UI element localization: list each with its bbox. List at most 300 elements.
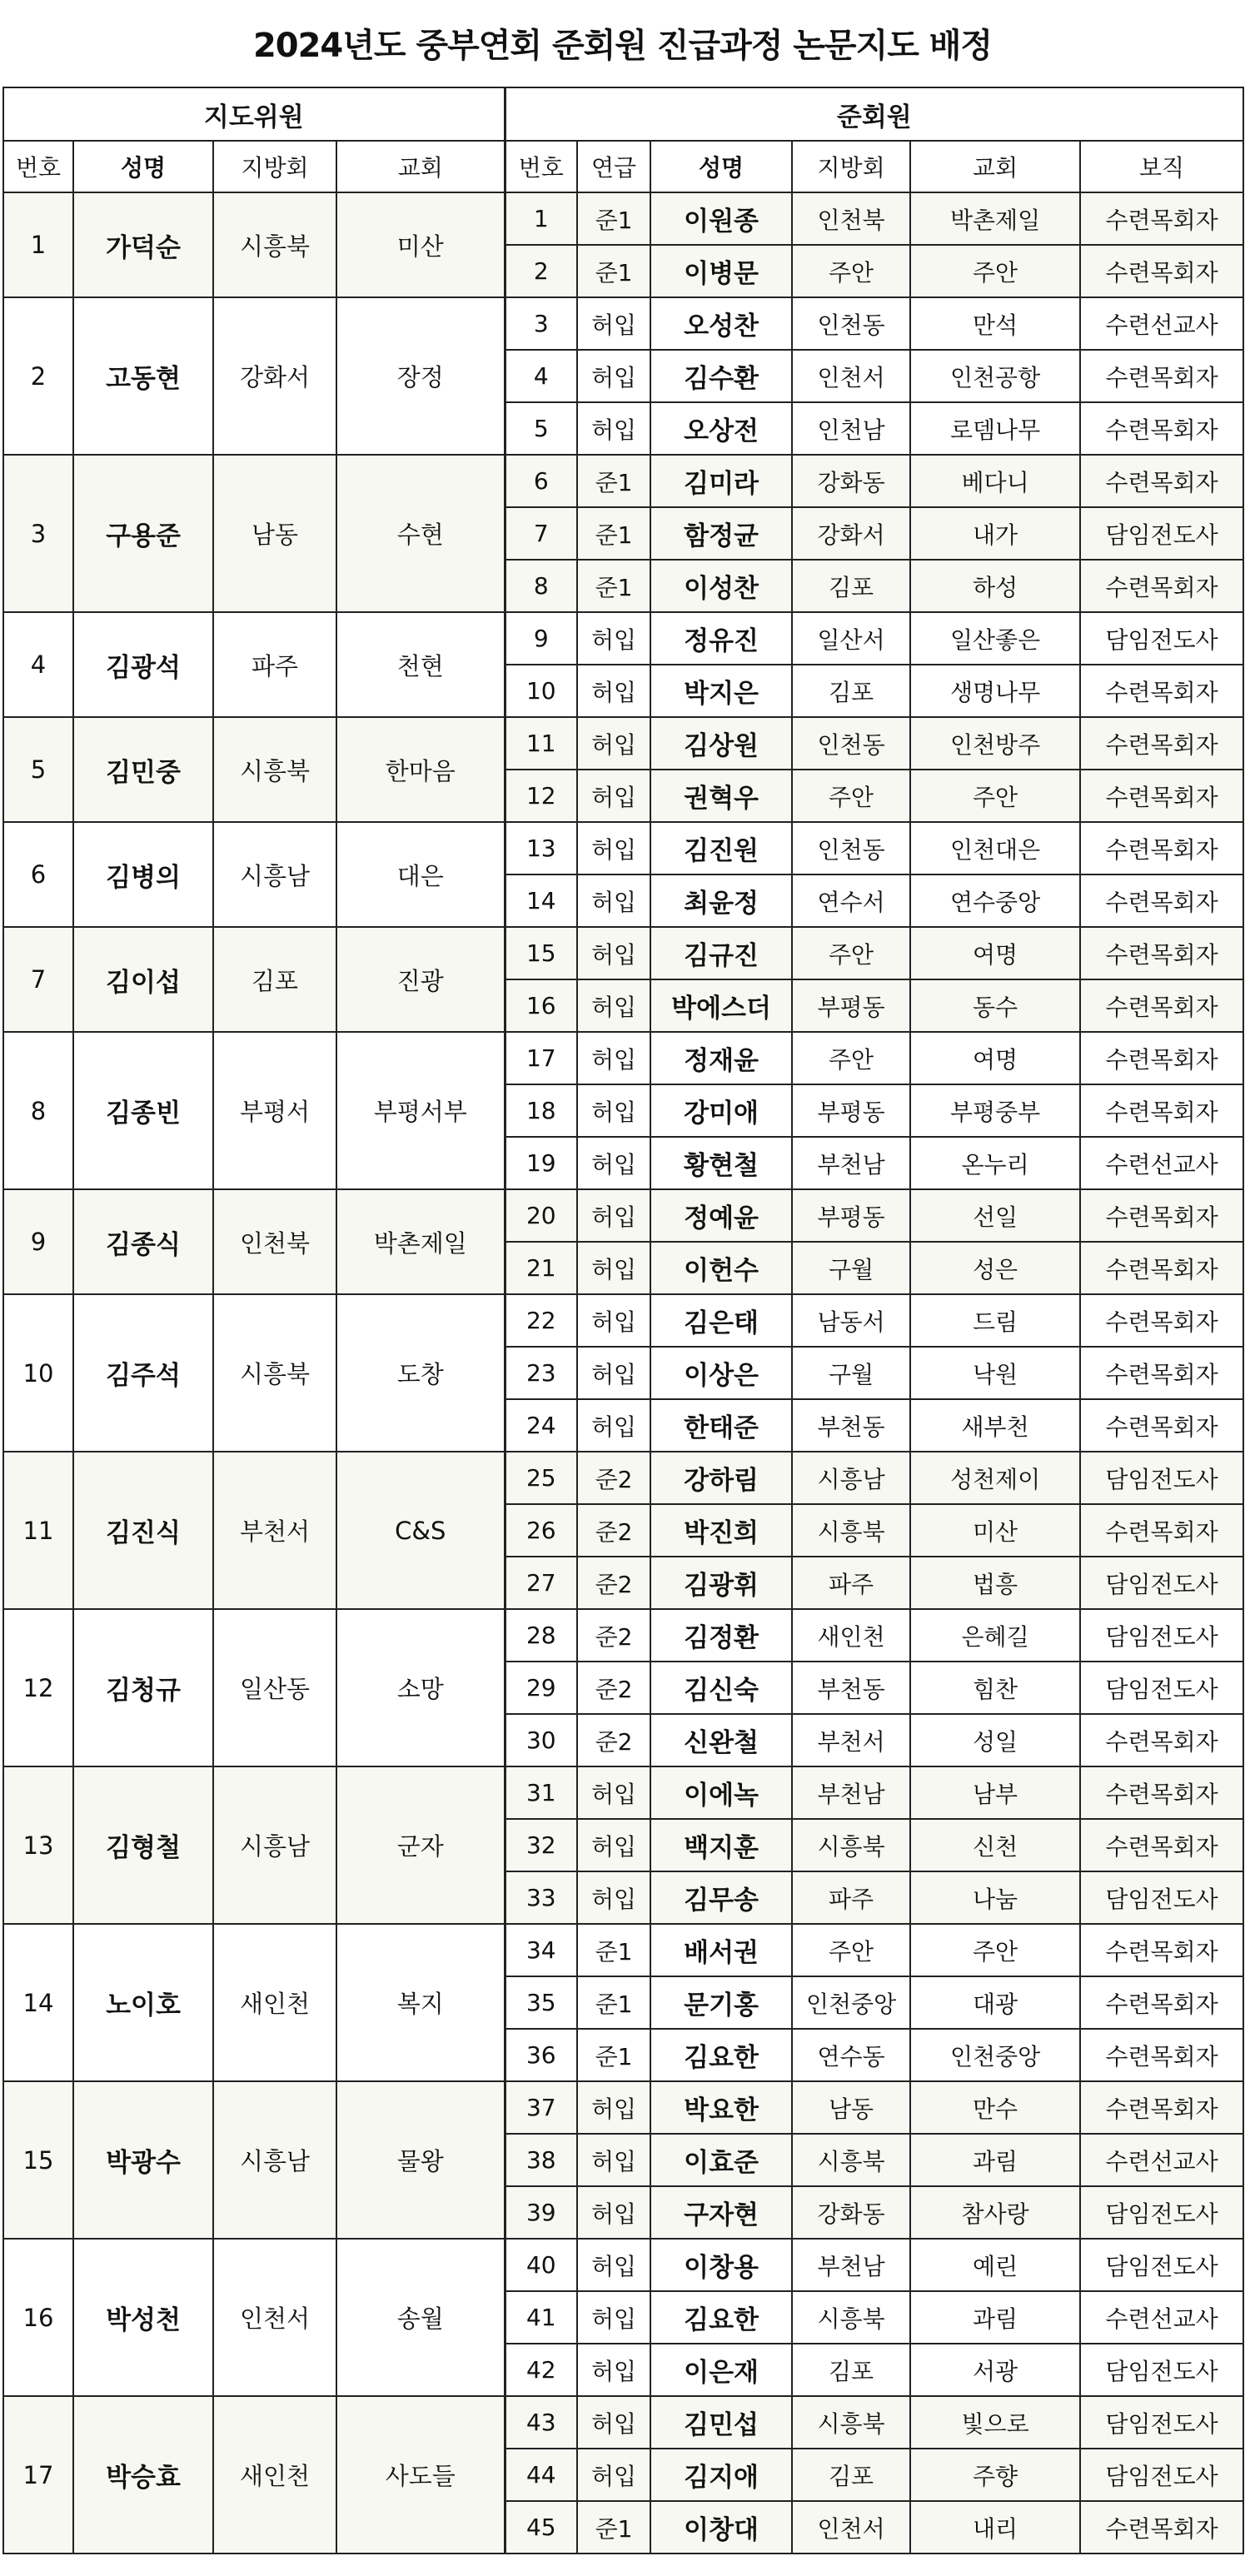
- member-year: 준1: [577, 560, 650, 612]
- member-year: 허입: [577, 1399, 650, 1452]
- member-church: 대광: [910, 1976, 1080, 2029]
- member-position: 수련목회자: [1080, 1399, 1243, 1452]
- member-district: 인천중앙: [792, 1976, 910, 2029]
- col-header: 성명: [650, 141, 792, 192]
- member-year: 준1: [577, 1924, 650, 1976]
- member-year: 준2: [577, 1714, 650, 1766]
- col-header: 보직: [1080, 141, 1243, 192]
- member-church: 서광: [910, 2344, 1080, 2396]
- advisor-number: 9: [3, 1189, 73, 1294]
- col-header: 번호: [3, 141, 73, 192]
- member-district: 파주: [792, 1557, 910, 1609]
- member-position: 수련선교사: [1080, 2291, 1243, 2344]
- member-church: 인천중앙: [910, 2029, 1080, 2081]
- member-year: 허입: [577, 1819, 650, 1871]
- member-district: 부평동: [792, 979, 910, 1032]
- member-position: 수련목회자: [1080, 822, 1243, 874]
- member-position: 수련목회자: [1080, 665, 1243, 717]
- member-position: 수련목회자: [1080, 1242, 1243, 1294]
- member-church: 내가: [910, 507, 1080, 560]
- table-row: [3, 2396, 1243, 2449]
- table-row: [3, 822, 1243, 874]
- member-number: 40: [505, 2239, 577, 2291]
- member-district: 시흥북: [792, 2291, 910, 2344]
- member-year: 준2: [577, 1504, 650, 1557]
- table-row: [3, 1609, 1243, 1662]
- advisor-church: 송월: [336, 2239, 505, 2396]
- member-number: 5: [505, 402, 577, 455]
- table-row: [3, 927, 1243, 979]
- advisor-number: 17: [3, 2396, 73, 2554]
- member-number: 34: [505, 1924, 577, 1976]
- advisor-district: 새인천: [213, 1924, 336, 2081]
- member-position: 담임전도사: [1080, 1557, 1243, 1609]
- member-district: 주안: [792, 770, 910, 822]
- advisor-church: 대은: [336, 822, 505, 927]
- member-year: 허입: [577, 1137, 650, 1189]
- member-year: 허입: [577, 1871, 650, 1924]
- member-church: 여명: [910, 1032, 1080, 1084]
- member-church: 여명: [910, 927, 1080, 979]
- member-number: 13: [505, 822, 577, 874]
- member-position: 수련목회자: [1080, 2501, 1243, 2554]
- member-name: 정예윤: [650, 1189, 792, 1242]
- member-year: 준2: [577, 1609, 650, 1662]
- member-name: 신완철: [650, 1714, 792, 1766]
- member-name: 김지애: [650, 2449, 792, 2501]
- member-district: 시흥북: [792, 1819, 910, 1871]
- member-name: 김미라: [650, 455, 792, 507]
- member-number: 43: [505, 2396, 577, 2449]
- advisor-name: 김이섭: [73, 927, 213, 1032]
- advisor-district: 시흥남: [213, 1766, 336, 1924]
- member-church: 드림: [910, 1294, 1080, 1347]
- member-church: 과림: [910, 2291, 1080, 2344]
- member-year: 허입: [577, 1347, 650, 1399]
- member-district: 김포: [792, 2449, 910, 2501]
- member-district: 김포: [792, 2344, 910, 2396]
- member-number: 21: [505, 1242, 577, 1294]
- advisor-number: 7: [3, 927, 73, 1032]
- member-district: 연수동: [792, 2029, 910, 2081]
- member-district: 부천동: [792, 1662, 910, 1714]
- advisor-district: 강화서: [213, 297, 336, 455]
- member-name: 박지은: [650, 665, 792, 717]
- member-year: 준2: [577, 1662, 650, 1714]
- member-name: 백지훈: [650, 1819, 792, 1871]
- member-church: 성은: [910, 1242, 1080, 1294]
- advisor-district: 시흥남: [213, 2081, 336, 2239]
- member-name: 박진희: [650, 1504, 792, 1557]
- member-church: 주향: [910, 2449, 1080, 2501]
- member-number: 36: [505, 2029, 577, 2081]
- member-church: 법흥: [910, 1557, 1080, 1609]
- member-name: 김민섭: [650, 2396, 792, 2449]
- member-position: 수련목회자: [1080, 1084, 1243, 1137]
- advisor-number: 6: [3, 822, 73, 927]
- col-header: 교회: [910, 141, 1080, 192]
- advisor-number: 15: [3, 2081, 73, 2239]
- advisor-district: 인천서: [213, 2239, 336, 2396]
- table-row: [3, 717, 1243, 770]
- member-number: 31: [505, 1766, 577, 1819]
- member-year: 허입: [577, 1189, 650, 1242]
- member-position: 수련목회자: [1080, 1766, 1243, 1819]
- member-position: 수련목회자: [1080, 717, 1243, 770]
- advisor-number: 3: [3, 455, 73, 612]
- member-position: 수련목회자: [1080, 402, 1243, 455]
- member-name: 강하림: [650, 1452, 792, 1504]
- member-year: 허입: [577, 1032, 650, 1084]
- table-row: [3, 1766, 1243, 1819]
- member-year: 허입: [577, 2134, 650, 2186]
- member-church: 미산: [910, 1504, 1080, 1557]
- member-church: 내리: [910, 2501, 1080, 2554]
- member-number: 45: [505, 2501, 577, 2554]
- member-position: 수련선교사: [1080, 2134, 1243, 2186]
- member-name: 이효준: [650, 2134, 792, 2186]
- advisor-district: 남동: [213, 455, 336, 612]
- member-number: 22: [505, 1294, 577, 1347]
- member-position: 수련목회자: [1080, 874, 1243, 927]
- member-position: 수련목회자: [1080, 455, 1243, 507]
- member-church: 낙원: [910, 1347, 1080, 1399]
- advisor-name: 박성천: [73, 2239, 213, 2396]
- member-name: 정재윤: [650, 1032, 792, 1084]
- member-district: 인천북: [792, 192, 910, 245]
- advisor-number: 11: [3, 1452, 73, 1609]
- member-district: 강화동: [792, 2186, 910, 2239]
- col-header: 번호: [505, 141, 577, 192]
- member-year: 준1: [577, 2029, 650, 2081]
- member-position: 담임전도사: [1080, 2344, 1243, 2396]
- member-position: 담임전도사: [1080, 507, 1243, 560]
- member-church: 참사랑: [910, 2186, 1080, 2239]
- member-district: 남동서: [792, 1294, 910, 1347]
- member-church: 인천방주: [910, 717, 1080, 770]
- member-number: 30: [505, 1714, 577, 1766]
- member-district: 시흥북: [792, 2396, 910, 2449]
- advisor-name: 고동현: [73, 297, 213, 455]
- member-district: 인천남: [792, 402, 910, 455]
- member-church: 빛으로: [910, 2396, 1080, 2449]
- member-district: 주안: [792, 927, 910, 979]
- member-number: 4: [505, 350, 577, 402]
- member-position: 수련목회자: [1080, 2029, 1243, 2081]
- member-position: 수련목회자: [1080, 1504, 1243, 1557]
- table-row: [3, 2081, 1243, 2134]
- member-church: 인천공항: [910, 350, 1080, 402]
- advisor-church: 부평서부: [336, 1032, 505, 1189]
- member-name: 김정환: [650, 1609, 792, 1662]
- member-year: 허입: [577, 2291, 650, 2344]
- assignment-table: [2, 87, 1244, 2554]
- member-district: 부평동: [792, 1084, 910, 1137]
- member-district: 구월: [792, 1242, 910, 1294]
- member-number: 7: [505, 507, 577, 560]
- member-church: 베다니: [910, 455, 1080, 507]
- member-church: 생명나무: [910, 665, 1080, 717]
- advisor-district: 부천서: [213, 1452, 336, 1609]
- member-church: 예린: [910, 2239, 1080, 2291]
- member-district: 구월: [792, 1347, 910, 1399]
- member-district: 강화동: [792, 455, 910, 507]
- table-body: [3, 192, 1243, 2554]
- member-church: 나눔: [910, 1871, 1080, 1924]
- member-district: 시흥북: [792, 1504, 910, 1557]
- member-church: 주안: [910, 1924, 1080, 1976]
- advisor-name: 김병의: [73, 822, 213, 927]
- advisor-name: 김형철: [73, 1766, 213, 1924]
- member-church: 과림: [910, 2134, 1080, 2186]
- member-position: 담임전도사: [1080, 612, 1243, 665]
- member-position: 수련목회자: [1080, 1189, 1243, 1242]
- advisor-church: 박촌제일: [336, 1189, 505, 1294]
- advisor-church: 소망: [336, 1609, 505, 1766]
- member-church: 온누리: [910, 1137, 1080, 1189]
- member-position: 수련목회자: [1080, 1714, 1243, 1766]
- advisor-district: 시흥북: [213, 1294, 336, 1452]
- member-name: 이성찬: [650, 560, 792, 612]
- member-position: 수련목회자: [1080, 979, 1243, 1032]
- member-district: 인천서: [792, 350, 910, 402]
- advisor-number: 14: [3, 1924, 73, 2081]
- member-year: 허입: [577, 2186, 650, 2239]
- member-number: 6: [505, 455, 577, 507]
- member-district: 김포: [792, 560, 910, 612]
- table-row: [3, 192, 1243, 245]
- member-number: 35: [505, 1976, 577, 2029]
- member-number: 18: [505, 1084, 577, 1137]
- member-name: 이에녹: [650, 1766, 792, 1819]
- table-row: [3, 1452, 1243, 1504]
- member-year: 허입: [577, 979, 650, 1032]
- advisor-number: 13: [3, 1766, 73, 1924]
- member-year: 허입: [577, 2239, 650, 2291]
- member-name: 이창용: [650, 2239, 792, 2291]
- member-number: 42: [505, 2344, 577, 2396]
- member-district: 주안: [792, 1924, 910, 1976]
- member-name: 이원종: [650, 192, 792, 245]
- member-position: 수련목회자: [1080, 2081, 1243, 2134]
- member-year: 허입: [577, 297, 650, 350]
- member-name: 김은태: [650, 1294, 792, 1347]
- member-name: 배서권: [650, 1924, 792, 1976]
- page-title: 2024년도 중부연회 준회원 진급과정 논문지도 배정: [252, 27, 993, 65]
- member-position: 수련목회자: [1080, 1032, 1243, 1084]
- member-year: 허입: [577, 2081, 650, 2134]
- table-row: [3, 2239, 1243, 2291]
- member-year: 허입: [577, 2396, 650, 2449]
- member-position: 수련목회자: [1080, 192, 1243, 245]
- member-name: 구자현: [650, 2186, 792, 2239]
- member-name: 이헌수: [650, 1242, 792, 1294]
- member-number: 44: [505, 2449, 577, 2501]
- advisor-name: 김민중: [73, 717, 213, 822]
- advisor-district: 일산동: [213, 1609, 336, 1766]
- advisor-name: 박승효: [73, 2396, 213, 2554]
- member-number: 2: [505, 245, 577, 297]
- advisor-district: 새인천: [213, 2396, 336, 2554]
- advisor-name: 김주석: [73, 1294, 213, 1452]
- member-position: 수련목회자: [1080, 1976, 1243, 2029]
- advisor-number: 8: [3, 1032, 73, 1189]
- member-name: 김요한: [650, 2029, 792, 2081]
- member-number: 26: [505, 1504, 577, 1557]
- member-position: 수련선교사: [1080, 297, 1243, 350]
- member-number: 32: [505, 1819, 577, 1871]
- member-district: 주안: [792, 1032, 910, 1084]
- table-row: [3, 1294, 1243, 1347]
- table-row: [3, 297, 1243, 350]
- advisor-name: 김종빈: [73, 1032, 213, 1189]
- advisor-number: 2: [3, 297, 73, 455]
- member-name: 김진원: [650, 822, 792, 874]
- member-church: 로뎀나무: [910, 402, 1080, 455]
- member-position: 수련목회자: [1080, 1347, 1243, 1399]
- member-number: 3: [505, 297, 577, 350]
- member-church: 선일: [910, 1189, 1080, 1242]
- member-year: 허입: [577, 1242, 650, 1294]
- member-year: 준1: [577, 455, 650, 507]
- member-position: 수련목회자: [1080, 350, 1243, 402]
- member-year: 준1: [577, 507, 650, 560]
- member-name: 이상은: [650, 1347, 792, 1399]
- member-group-header: 준회원: [505, 87, 1243, 141]
- member-year: 허입: [577, 1766, 650, 1819]
- member-church: 성일: [910, 1714, 1080, 1766]
- member-church: 일산좋은: [910, 612, 1080, 665]
- member-year: 허입: [577, 665, 650, 717]
- member-number: 28: [505, 1609, 577, 1662]
- member-church: 동수: [910, 979, 1080, 1032]
- member-number: 39: [505, 2186, 577, 2239]
- advisor-church: 한마음: [336, 717, 505, 822]
- member-year: 허입: [577, 612, 650, 665]
- member-position: 수련선교사: [1080, 1137, 1243, 1189]
- member-position: 담임전도사: [1080, 2239, 1243, 2291]
- member-year: 허입: [577, 402, 650, 455]
- advisor-district: 시흥남: [213, 822, 336, 927]
- member-name: 정유진: [650, 612, 792, 665]
- member-year: 허입: [577, 770, 650, 822]
- member-year: 허입: [577, 350, 650, 402]
- member-district: 파주: [792, 1871, 910, 1924]
- member-church: 힘찬: [910, 1662, 1080, 1714]
- member-position: 담임전도사: [1080, 2449, 1243, 2501]
- advisor-church: 복지: [336, 1924, 505, 2081]
- member-position: 담임전도사: [1080, 1662, 1243, 1714]
- member-year: 준2: [577, 1557, 650, 1609]
- advisor-number: 4: [3, 612, 73, 717]
- member-district: 남동: [792, 2081, 910, 2134]
- member-name: 이창대: [650, 2501, 792, 2554]
- member-number: 19: [505, 1137, 577, 1189]
- member-year: 준1: [577, 245, 650, 297]
- member-church: 성천제이: [910, 1452, 1080, 1504]
- member-district: 부천서: [792, 1714, 910, 1766]
- advisor-church: 미산: [336, 192, 505, 297]
- member-name: 한태준: [650, 1399, 792, 1452]
- advisor-number: 10: [3, 1294, 73, 1452]
- member-position: 담임전도사: [1080, 2396, 1243, 2449]
- member-name: 김규진: [650, 927, 792, 979]
- member-district: 강화서: [792, 507, 910, 560]
- member-church: 은혜길: [910, 1609, 1080, 1662]
- member-number: 20: [505, 1189, 577, 1242]
- member-district: 부평동: [792, 1189, 910, 1242]
- advisor-number: 5: [3, 717, 73, 822]
- member-position: 담임전도사: [1080, 1452, 1243, 1504]
- advisor-church: 장정: [336, 297, 505, 455]
- advisor-district: 부평서: [213, 1032, 336, 1189]
- member-name: 김광휘: [650, 1557, 792, 1609]
- member-year: 허입: [577, 2449, 650, 2501]
- advisor-church: 도창: [336, 1294, 505, 1452]
- col-header: 지방회: [792, 141, 910, 192]
- member-position: 수련목회자: [1080, 1924, 1243, 1976]
- member-church: 주안: [910, 770, 1080, 822]
- advisor-church: 사도들: [336, 2396, 505, 2554]
- advisor-number: 12: [3, 1609, 73, 1766]
- table-row: [3, 1924, 1243, 1976]
- member-position: 수련목회자: [1080, 1294, 1243, 1347]
- member-church: 만수: [910, 2081, 1080, 2134]
- member-church: 인천대은: [910, 822, 1080, 874]
- member-name: 문기홍: [650, 1976, 792, 2029]
- member-number: 23: [505, 1347, 577, 1399]
- table-row: [3, 612, 1243, 665]
- advisor-name: 김청규: [73, 1609, 213, 1766]
- member-year: 준1: [577, 192, 650, 245]
- advisor-church: C&S: [336, 1452, 505, 1609]
- advisor-church: 진광: [336, 927, 505, 1032]
- member-number: 16: [505, 979, 577, 1032]
- member-church: 남부: [910, 1766, 1080, 1819]
- member-number: 24: [505, 1399, 577, 1452]
- member-name: 함정균: [650, 507, 792, 560]
- advisor-number: 1: [3, 192, 73, 297]
- member-position: 수련목회자: [1080, 560, 1243, 612]
- advisor-church: 수현: [336, 455, 505, 612]
- member-position: 담임전도사: [1080, 2186, 1243, 2239]
- member-name: 김수환: [650, 350, 792, 402]
- advisor-number: 16: [3, 2239, 73, 2396]
- member-district: 새인천: [792, 1609, 910, 1662]
- advisor-church: 물왕: [336, 2081, 505, 2239]
- member-district: 부천남: [792, 1766, 910, 1819]
- member-year: 허입: [577, 2344, 650, 2396]
- advisor-name: 노이호: [73, 1924, 213, 2081]
- member-number: 25: [505, 1452, 577, 1504]
- member-name: 이은재: [650, 2344, 792, 2396]
- member-district: 인천동: [792, 297, 910, 350]
- member-name: 박에스더: [650, 979, 792, 1032]
- advisor-name: 구용준: [73, 455, 213, 612]
- member-year: 허입: [577, 927, 650, 979]
- advisor-church: 천현: [336, 612, 505, 717]
- member-name: 황현철: [650, 1137, 792, 1189]
- member-name: 김무송: [650, 1871, 792, 1924]
- member-name: 이병문: [650, 245, 792, 297]
- table-row: [3, 1189, 1243, 1242]
- member-district: 시흥남: [792, 1452, 910, 1504]
- member-district: 김포: [792, 665, 910, 717]
- member-number: 33: [505, 1871, 577, 1924]
- member-church: 연수중앙: [910, 874, 1080, 927]
- member-year: 허입: [577, 1294, 650, 1347]
- member-church: 부평중부: [910, 1084, 1080, 1137]
